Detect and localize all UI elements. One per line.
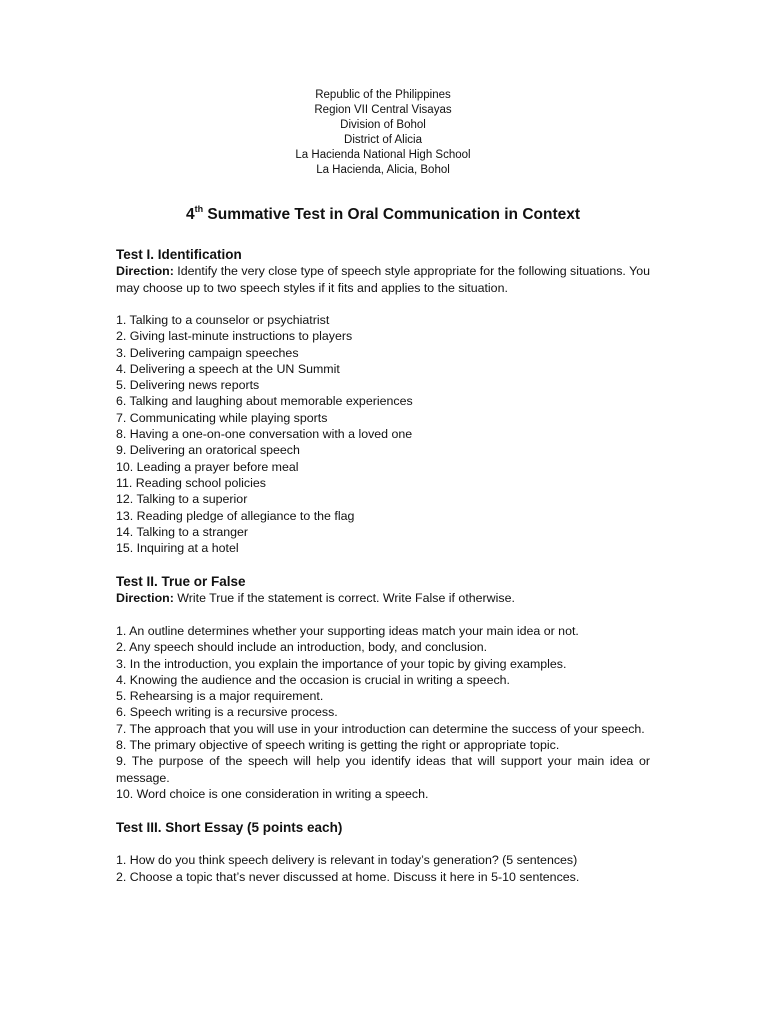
title-text: Summative Test in Oral Communication in Context	[203, 206, 581, 223]
test2-direction	[116, 590, 650, 607]
test2-section	[116, 573, 650, 802]
header-line-republic: Republic of the Philippines	[315, 89, 451, 101]
header-line-division: Division of Bohol	[340, 119, 426, 131]
page-title	[116, 206, 650, 224]
list-item: 2. Giving last-minute instructions to players	[116, 329, 353, 344]
list-item: 10. Word choice is one consideration in writing a speech.	[116, 786, 429, 801]
list-item: 12. Talking to a superior	[116, 492, 248, 507]
title-ordinal-suffix: th	[194, 204, 204, 214]
list-item: 3. Delivering campaign speeches	[116, 345, 299, 360]
header-line-district: District of Alicia	[344, 134, 422, 146]
test2-direction-label: Direction:	[116, 591, 174, 606]
test1-section	[116, 246, 650, 556]
list-item: 4. Knowing the audience and the occasion is crucial in writing a speech.	[116, 672, 510, 687]
list-item: 3. In the introduction, you explain the importance of your topic by giving examples.	[116, 656, 567, 671]
test2-heading: Test II. True or False	[116, 574, 246, 590]
test3-items	[116, 852, 650, 885]
list-item: 14. Talking to a stranger	[116, 524, 249, 539]
list-item: 8. Having a one-on-one conversation with a loved one	[116, 427, 413, 442]
list-item: 7. The approach that you will use in your introduction can determine the success of your speech.	[116, 721, 645, 736]
list-item: 2. Any speech should include an introduction, body, and conclusion.	[116, 640, 488, 655]
list-item: 15. Inquiring at a hotel	[116, 541, 239, 556]
list-item: 4. Delivering a speech at the UN Summit	[116, 361, 340, 376]
test1-direction-text: Identify the very close type of speech style appropriate for the following situations. You may choose up to two speech styles if it fits and applies to the situation.	[116, 264, 650, 295]
list-item: 7. Communicating while playing sports	[116, 410, 328, 425]
test2-direction-text: Write True if the statement is correct. Write False if otherwise.	[173, 591, 515, 606]
school-header	[116, 88, 650, 178]
test3-section	[116, 819, 650, 885]
list-item: 6. Speech writing is a recursive process.	[116, 705, 338, 720]
list-item: 10. Leading a prayer before meal	[116, 459, 299, 474]
test1-direction	[116, 263, 650, 296]
test1-heading: Test I. Identification	[116, 247, 242, 262]
title-ordinal: 4	[185, 206, 195, 223]
list-item: 11. Reading school policies	[116, 475, 266, 490]
test1-direction-label: Direction:	[116, 264, 174, 278]
list-item: 5. Rehearsing is a major requirement.	[116, 689, 324, 704]
list-item: 1. Talking to a counselor or psychiatrist	[116, 313, 330, 327]
test1-items	[116, 312, 650, 556]
test2-items	[116, 623, 650, 802]
list-item: 2. Choose a topic that’s never discussed at home. Discuss it here in 5-10 sentences.	[116, 869, 580, 884]
header-line-school: La Hacienda National High School	[295, 149, 471, 161]
list-item: 9. The purpose of the speech will help you identify ideas that will support your main idea or message.	[116, 754, 650, 785]
list-item: 13. Reading pledge of allegiance to the flag	[116, 508, 355, 523]
test3-heading: Test III. Short Essay (5 points each)	[116, 820, 343, 836]
list-item: 1. How do you think speech delivery is relevant in today’s generation? (5 sentences)	[116, 853, 578, 868]
list-item: 6. Talking and laughing about memorable experiences	[116, 394, 413, 409]
list-item: 8. The primary objective of speech writing is getting the right or appropriate topic.	[116, 738, 560, 753]
header-line-region: Region VII Central Visayas	[314, 104, 452, 116]
list-item: 5. Delivering news reports	[116, 378, 260, 393]
list-item: 1. An outline determines whether your supporting ideas match your main idea or not.	[116, 623, 579, 638]
list-item: 9. Delivering an oratorical speech	[116, 443, 300, 458]
header-line-address: La Hacienda, Alicia, Bohol	[316, 164, 450, 176]
